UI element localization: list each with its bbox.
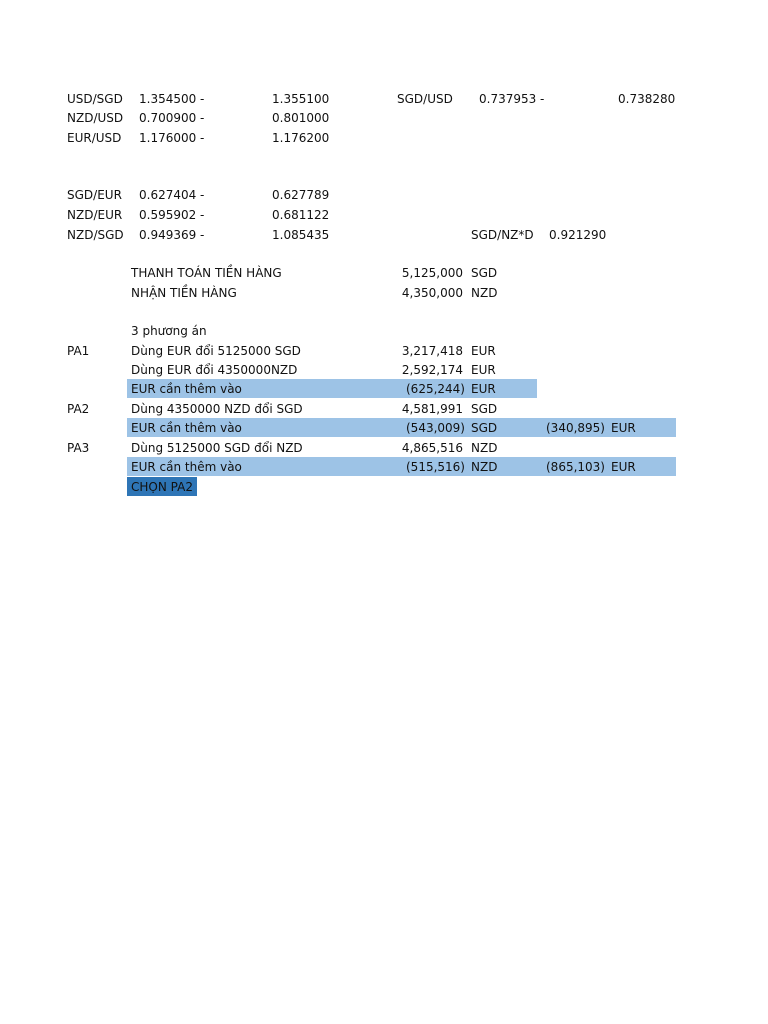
rate-dash: -: [200, 92, 205, 106]
pa1-line3-currency: EUR: [471, 382, 496, 396]
pa1-line3-amount: (625,244): [406, 382, 465, 396]
rate-ask: 1.355100: [272, 92, 330, 106]
pa3-extra-amount: (865,103): [546, 460, 605, 474]
cross-bid: 0.627404: [139, 188, 197, 202]
pa2-line1-amount: 4,581,991: [401, 402, 463, 416]
pa1-line2-currency: EUR: [471, 363, 496, 377]
pa1-line2-label: Dùng EUR đổi 4350000NZD: [131, 363, 298, 377]
pa2-line1-label: Dùng 4350000 NZD đổi SGD: [131, 402, 303, 416]
rate-bid: 0.700900: [139, 111, 197, 125]
recv-label: NHẬN TIỀN HÀNG: [131, 286, 237, 300]
rate-right-bid: 0.737953: [479, 92, 537, 106]
pa1-id: PA1: [67, 344, 90, 358]
recv-currency: NZD: [471, 286, 498, 300]
rate-ask: 0.801000: [272, 111, 330, 125]
pa3-line2-label: EUR cần thêm vào: [131, 460, 242, 474]
pay-currency: SGD: [471, 266, 498, 280]
cross-dash: -: [200, 208, 205, 222]
options-title: 3 phương án: [131, 324, 207, 338]
cross-right-value: 0.921290: [549, 228, 607, 242]
choice-label: CHỌN PA2: [131, 480, 193, 494]
pa1-line1-amount: 3,217,418: [401, 344, 463, 358]
pa3-line1-amount: 4,865,516: [401, 441, 463, 455]
pa2-line1-currency: SGD: [471, 402, 498, 416]
rate-pair: USD/SGD: [67, 92, 123, 106]
rate-right-ask: 0.738280: [618, 92, 676, 106]
recv-amount: 4,350,000: [401, 286, 463, 300]
rate-dash: -: [200, 111, 205, 125]
pa3-line1-currency: NZD: [471, 441, 498, 455]
pa2-line2-currency: SGD: [471, 421, 498, 435]
rate-dash: -: [200, 131, 205, 145]
pay-label: THANH TOÁN TIỀN HÀNG: [131, 266, 282, 280]
cross-ask: 0.681122: [272, 208, 330, 222]
pa1-line1-label: Dùng EUR đổi 5125000 SGD: [131, 344, 301, 358]
rate-pair: NZD/USD: [67, 111, 124, 125]
cross-right-pair: SGD/NZ*D: [471, 228, 534, 242]
pa1-line3-label: EUR cần thêm vào: [131, 382, 242, 396]
pa2-extra-amount: (340,895): [546, 421, 605, 435]
rate-bid: 1.354500: [139, 92, 197, 106]
pa3-id: PA3: [67, 441, 90, 455]
rate-pair: EUR/USD: [67, 131, 122, 145]
pa3-line1-label: Dùng 5125000 SGD đổi NZD: [131, 441, 303, 455]
cross-ask: 0.627789: [272, 188, 330, 202]
pa1-line1-currency: EUR: [471, 344, 496, 358]
pa2-line2-amount: (543,009): [406, 421, 465, 435]
cross-dash: -: [200, 228, 205, 242]
pa3-line2-currency: NZD: [471, 460, 498, 474]
rate-bid: 1.176000: [139, 131, 197, 145]
rate-right-pair: SGD/USD: [397, 92, 453, 106]
cross-bid: 0.949369: [139, 228, 197, 242]
cross-pair: NZD/EUR: [67, 208, 123, 222]
cross-dash: -: [200, 188, 205, 202]
pay-amount: 5,125,000: [401, 266, 463, 280]
cross-pair: NZD/SGD: [67, 228, 124, 242]
cross-pair: SGD/EUR: [67, 188, 122, 202]
pa2-line2-label: EUR cần thêm vào: [131, 421, 242, 435]
pa3-line2-amount: (515,516): [406, 460, 465, 474]
pa2-extra-currency: EUR: [611, 421, 636, 435]
cross-bid: 0.595902: [139, 208, 197, 222]
rate-right-dash: -: [540, 92, 545, 106]
cross-ask: 1.085435: [272, 228, 330, 242]
rate-ask: 1.176200: [272, 131, 330, 145]
pa3-extra-currency: EUR: [611, 460, 636, 474]
pa1-line2-amount: 2,592,174: [401, 363, 463, 377]
pa2-id: PA2: [67, 402, 90, 416]
